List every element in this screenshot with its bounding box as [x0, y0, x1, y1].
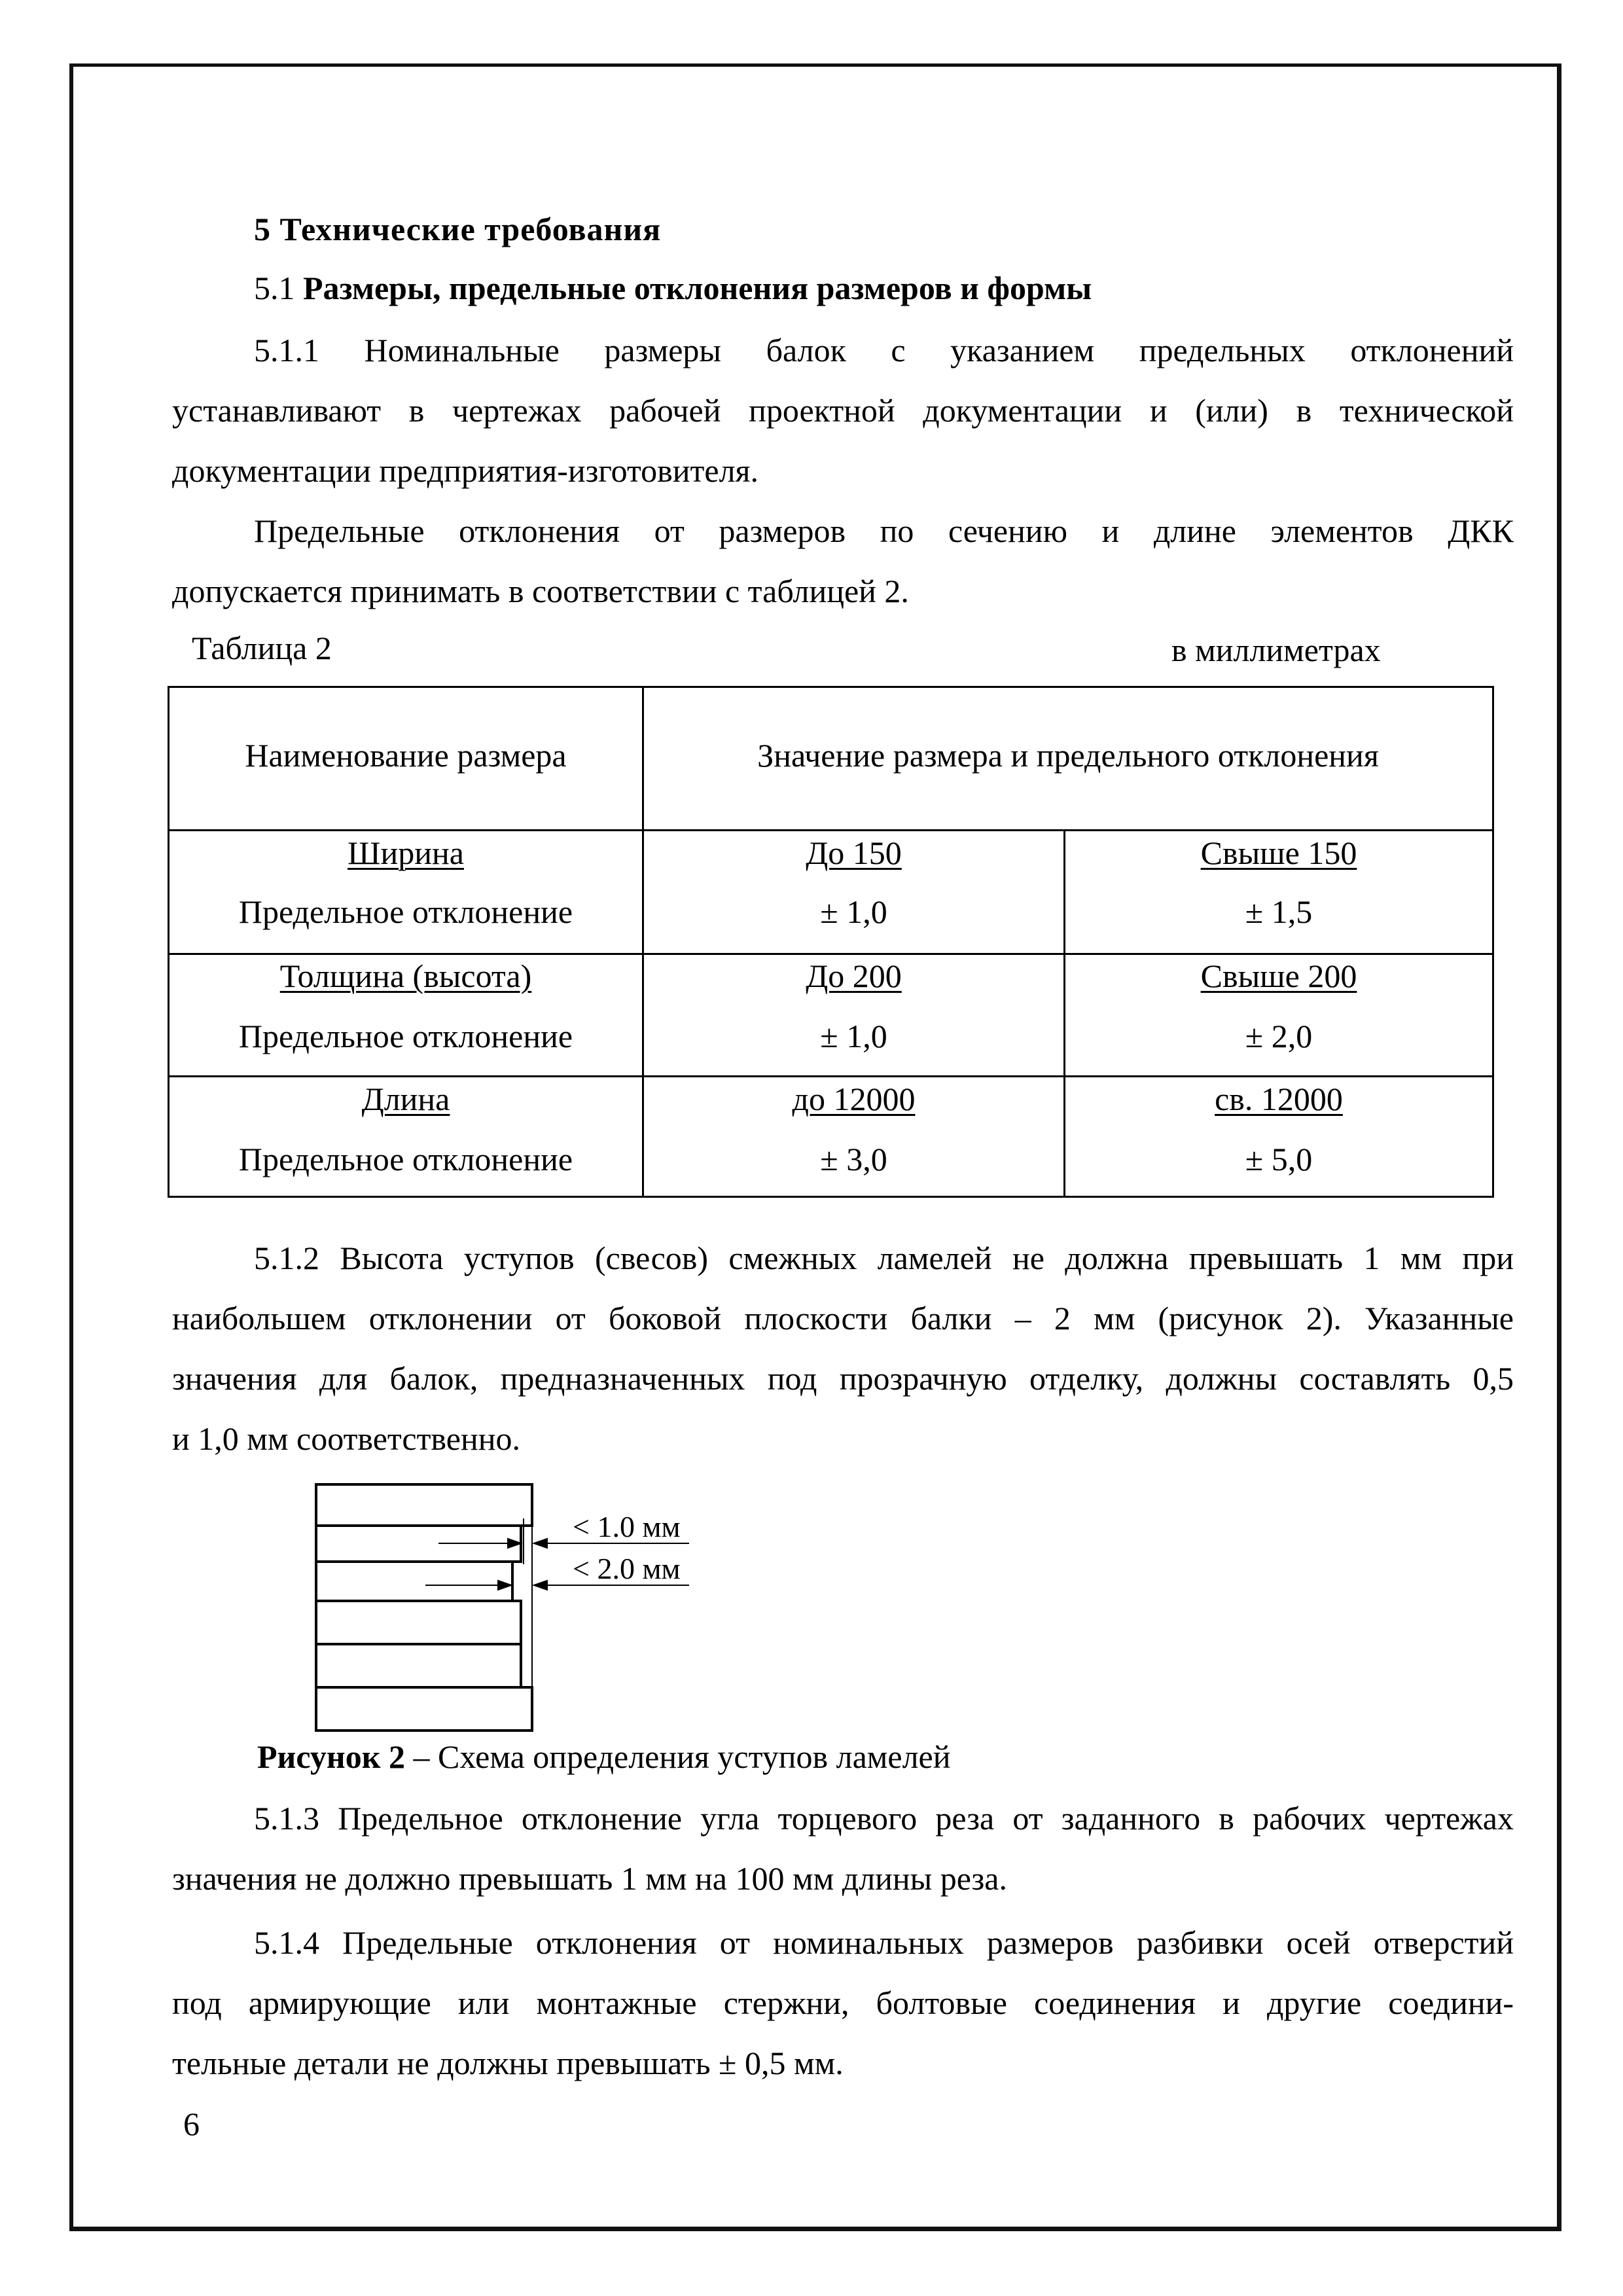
table-header-name: Наименование размера — [245, 737, 567, 774]
table-row-deviation-label: Предельное отклонение — [238, 1141, 573, 1177]
table-cell-deviation: ± 1,0 — [820, 893, 887, 930]
table-caption: Таблица 2 — [192, 630, 332, 666]
figure-caption-label: Рисунок 2 — [257, 1738, 406, 1775]
table-cell-value: до 12000 — [792, 1081, 916, 1117]
arrow-head — [498, 1581, 511, 1590]
table-row-name: Ширина — [348, 834, 464, 871]
table-cell-deviation: ± 3,0 — [820, 1141, 887, 1177]
lamella-layer — [316, 1562, 512, 1601]
p512-line1: 5.1.2 Высота уступов (свесов) смежных ламелей не должна превышать 1 мм при — [254, 1240, 1514, 1276]
figure-caption-text: – Схема определения уступов ламелей — [405, 1738, 951, 1775]
p514-line1: 5.1.4 Предельные отклонения от номинальных размеров разбивки осей отверстий — [254, 1924, 1514, 1961]
page-number: 6 — [183, 2106, 200, 2142]
step-limit-label-1: < 1.0 мм — [573, 1510, 681, 1543]
p511-line2: устанавливают в чертежах рабочей проектной документации и (или) в технической — [172, 392, 1514, 429]
lamella-layer — [316, 1644, 521, 1687]
dimension-table — [168, 686, 1494, 1198]
subsection-heading — [254, 268, 1092, 308]
table-cell-deviation: ± 1,5 — [1245, 893, 1313, 930]
p514-line2: под армирующие или монтажные стержни, болтовые соединения и другие соедини- — [172, 1984, 1514, 2021]
subsection-title: Размеры, предельные отклонения размеров и формы — [303, 270, 1092, 306]
p512-line3: значения для балок, предназначенных под прозрачную отделку, должны составлять 0,5 — [172, 1360, 1514, 1397]
lamella-layer — [316, 1601, 521, 1644]
p512-line4: и 1,0 мм соответственно. — [172, 1420, 520, 1457]
p-limits-line1: Предельные отклонения от размеров по сечению и длине элементов ДКК — [254, 512, 1514, 549]
table-row-divider — [169, 1075, 1492, 1077]
arrow-head — [534, 1581, 547, 1590]
table-row-name: Толщина (высота) — [279, 958, 532, 994]
p513-line2: значения не должно превышать 1 мм на 100 мм длины реза. — [172, 1860, 1008, 1897]
table-units: в миллиметрах — [1171, 632, 1381, 668]
table-cell-value: Свыше 150 — [1200, 834, 1357, 871]
p511-line1: 5.1.1 Номинальные размеры балок с указанием предельных отклонений — [254, 332, 1514, 368]
p511-line3: документации предприятия-изготовителя. — [172, 452, 759, 489]
table-cell-deviation: ± 2,0 — [1245, 1018, 1313, 1054]
table-cell-value: св. 12000 — [1215, 1081, 1343, 1117]
section-heading: 5 Технические требования — [254, 211, 662, 247]
table-row-divider — [169, 829, 1492, 831]
table-row-deviation-label: Предельное отклонение — [238, 893, 573, 930]
subsection-number: 5.1 — [254, 270, 295, 306]
p514-line3: тельные детали не должны превышать ± 0,5 мм. — [172, 2045, 844, 2081]
p513-line1: 5.1.3 Предельное отклонение угла торцевого реза от заданного в рабочих чертежах — [254, 1800, 1514, 1837]
table-cell-value: Свыше 200 — [1200, 958, 1357, 994]
lamella-layer — [316, 1687, 532, 1731]
step-limit-label-2: < 2.0 мм — [573, 1552, 681, 1585]
arrow-head — [508, 1539, 521, 1548]
table-row-divider — [169, 953, 1492, 955]
table-cell-deviation: ± 1,0 — [820, 1018, 887, 1054]
figure-caption — [257, 1737, 951, 1776]
p512-line2: наибольшем отклонении от боковой плоскости балки – 2 мм (рисунок 2). Указанные — [172, 1300, 1514, 1336]
table-row-deviation-label: Предельное отклонение — [238, 1018, 573, 1054]
table-cell-value: До 200 — [806, 958, 902, 994]
table-header-value: Значение размера и предельного отклонения — [757, 737, 1379, 774]
p-limits-line2: допускается принимать в соответствии с таблицей 2. — [172, 573, 909, 609]
lamella-step-diagram — [308, 1473, 713, 1738]
arrow-head — [534, 1539, 547, 1548]
table-cell-deviation: ± 5,0 — [1245, 1141, 1313, 1177]
table-row-name: Длина — [361, 1081, 450, 1117]
table-cell-value: До 150 — [806, 834, 902, 871]
lamella-layer — [316, 1484, 532, 1526]
